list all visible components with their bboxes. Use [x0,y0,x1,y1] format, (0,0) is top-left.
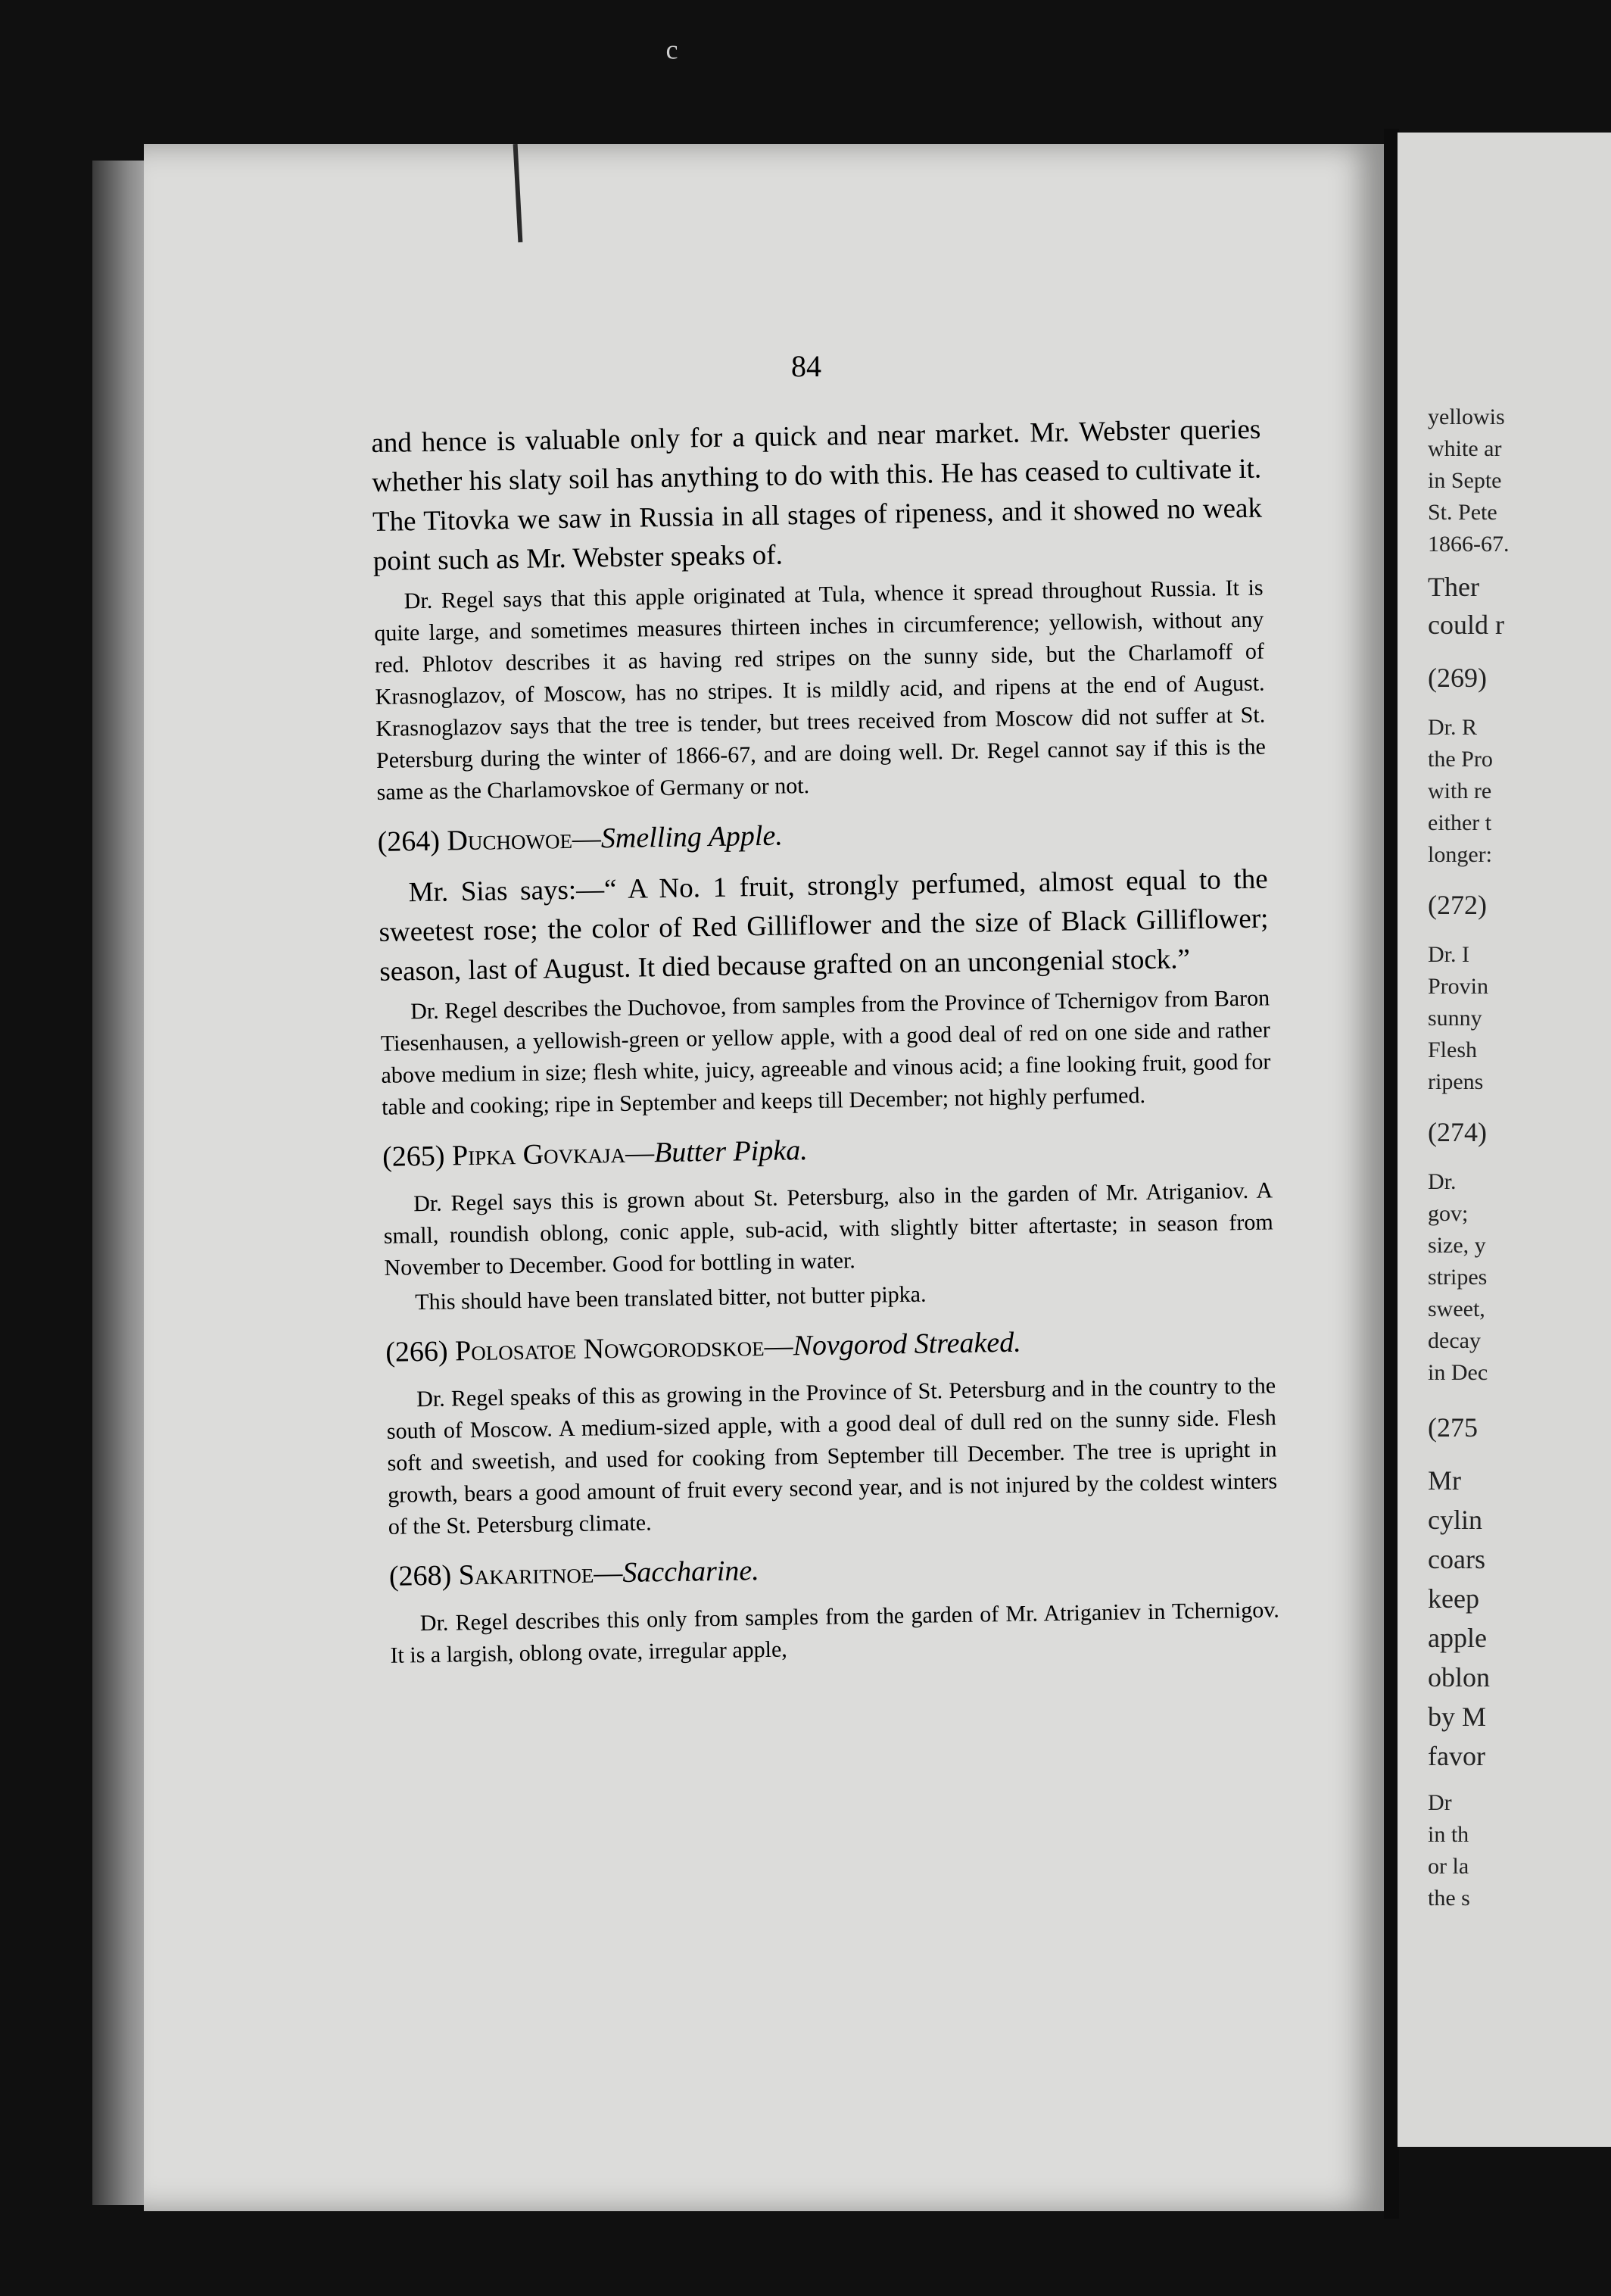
facing-page-fragment: gov; [1428,1201,1469,1226]
facing-page-fragment: coars [1428,1544,1485,1574]
body-paragraph: and hence is valuable only for a quick and near market. Mr. Webster queries whether his slaty soil has anything to do with this. He has ceased to cultivate it. The Titovka we saw in Russia in all stages of ripeness, and it showed no weak point such as Mr. Webster speaks of. [371,413,1263,577]
facing-page-fragment: Ther [1428,572,1479,602]
entry-english-name: Butter Pipka. [653,1134,808,1169]
entry-english-name: Saccharine. [622,1555,760,1589]
facing-page-fragment: with re [1428,778,1492,803]
facing-page-fragment: ripens [1428,1069,1484,1094]
book-gutter [1384,129,1399,2219]
facing-page-fragment: in Septe [1428,468,1502,493]
facing-page-fragment: either t [1428,810,1492,835]
quoted-paragraph: Dr. Regel describes this only from samples from the garden of Mr. Atriganiev in Tchernigov. It is a largish, oblong ovate, irregular apple, [390,1597,1280,1668]
entry-number: (266) [385,1335,448,1368]
entry-number: (268) [388,1559,452,1593]
facing-page-fragment: (272) [1428,890,1487,920]
quoted-paragraph: Dr. Regel says this is grown about St. Petersburg, also in the garden of Mr. Atriganiov. A small, roundish oblong, conic apple, sub-acid, with slightly bitter aftertaste; in season from November to December. Good for bottling in water. [383,1178,1273,1281]
page-number: 84 [791,349,821,383]
facing-page-fragment: sweet, [1428,1296,1485,1321]
facing-page-fragment: (269) [1428,663,1487,693]
facing-page-fragment: apple [1428,1623,1487,1653]
facing-page-fragment: Provin [1428,974,1489,999]
entry-english-name: Novgorod Streaked. [793,1326,1021,1362]
facing-page-fragment: size, y [1428,1233,1486,1258]
facing-page-fragment: stripes [1428,1265,1488,1290]
entry-heading: (266) Polosatoe Nowgorodskoe—Novgorod Streaked. [385,1326,1021,1368]
facing-page-fragment: St. Pete [1428,500,1497,525]
facing-page-fragment: 1866-67. [1428,532,1510,557]
facing-page-fragment: or la [1428,1854,1469,1879]
body-paragraph: Mr. Sias says:—“ A No. 1 fruit, strongly perfumed, almost equal to the sweetest rose; the color of Red Gilliflower and the size of Black Gilliflower; season, last of August. It died because grafted on an uncongenial stock.” [379,863,1269,987]
facing-page-fragment: by M [1428,1702,1487,1732]
quoted-paragraph: Dr. Regel says that this apple originated at Tula, whence it spread throughout Russia. It is quite large, and sometimes measures thirteen inches in circumference; yellowish, without any red. Phlotov describes it as having red stripes on the sunny side, but the Charlamoff of Krasnoglazov, of Moscow, has no stripes. It is mildly acid, and ripens at the end of August. Krasnoglazov says that the tree is tender, but trees received from Moscow did not suffer at St. Petersburg during the winter of 1866-67, and are doing well. Dr. Regel cannot say if this is the same as the Charlamovskoe of Germany or not. [374,575,1267,805]
facing-page-fragment: Flesh [1428,1037,1478,1062]
entry-russian-name: Pipka Govkaja [451,1137,626,1172]
entry-heading: (264) Duchowoe—Smelling Apple. [377,819,784,858]
facing-page-fragment: Dr. I [1428,942,1469,967]
facing-page-fragment: Dr. R [1428,715,1478,740]
facing-page-fragment: cylin [1428,1505,1482,1535]
facing-page-fragment: longer: [1428,842,1492,867]
facing-page-fragment: Dr. [1428,1169,1457,1194]
facing-page-fragment: keep [1428,1583,1479,1614]
quoted-paragraph: Dr. Regel speaks of this as growing in the Province of St. Petersburg and in the country to the south of Moscow. A medium-sized apple, with a good deal of dull red on the sunny side. Flesh soft and sweetish, and used for cooking from September till December. The tree is upright in growth, bears a good amount of fruit every second year, and is not injured by the coldest winters of the St. Petersburg climate. [386,1373,1278,1540]
facing-page-fragment: white ar [1428,436,1502,461]
facing-page-fragment: could r [1428,610,1504,640]
entry-russian-name: Polosatoe Nowgorodskoe [454,1330,765,1368]
entry-russian-name: Duchowoe [447,822,573,857]
facing-page-fragment: favor [1428,1741,1485,1771]
entry-english-name: Smelling Apple. [600,819,784,855]
facing-page [1398,133,1611,2147]
facing-page-fragment: in th [1428,1822,1469,1847]
page-body [371,410,1280,1675]
facing-page-fragment: in Dec [1428,1360,1488,1385]
quoted-paragraph: Dr. Regel describes the Duchovoe, from samples from the Province of Tchernigov from Baron Tiesenhausen, a yellowish-green or yellow apple, with a good deal of red on one side and rather above medium in size; flesh white, juicy, agreeable and vinous acid; a fine looking fruit, good for table and cooking; ripe in September and keeps till December; not highly perfumed. [380,985,1271,1120]
facing-page-fragment: (275 [1428,1412,1478,1443]
entry-heading: (268) Sakaritnoe—Saccharine. [388,1555,760,1593]
facing-page-fragment: (274) [1428,1117,1487,1147]
facing-page-fragment: sunny [1428,1006,1482,1031]
facing-page-fragment: the s [1428,1886,1470,1911]
facing-page-fragment: Mr [1428,1465,1461,1496]
entry-russian-name: Sakaritnoe [458,1557,594,1592]
facing-page-fragment: oblon [1428,1662,1491,1692]
top-scan-mark: ᶜ [666,31,678,81]
entry-number: (265) [382,1140,445,1173]
facing-page-fragment: Dr [1428,1790,1452,1815]
quoted-paragraph: This should have been translated bitter, not butter pipka. [414,1281,927,1315]
facing-page-fragment: yellowis [1428,404,1505,429]
entry-number: (264) [377,825,441,858]
facing-page-fragment: decay [1428,1328,1481,1353]
facing-page-fragment: the Pro [1428,747,1493,772]
entry-heading: (265) Pipka Govkaja—Butter Pipka. [382,1134,808,1173]
